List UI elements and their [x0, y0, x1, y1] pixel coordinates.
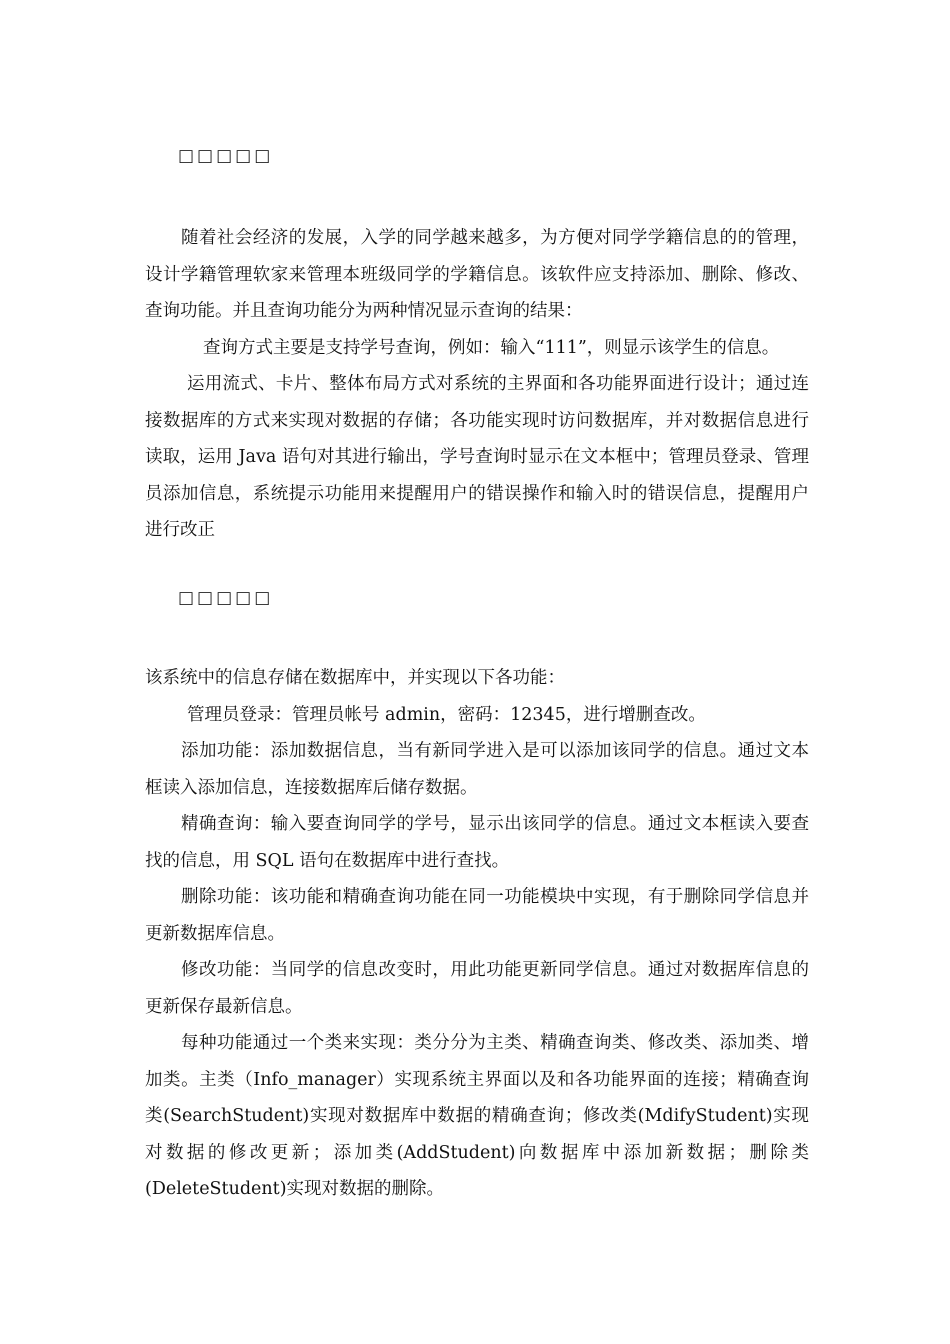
paragraph-delete-function: 删除功能：该功能和精确查询功能在同一功能模块中实现，有于删除同学信息并更新数据库信息。	[145, 887, 809, 944]
paragraph-exact-query: 精确查询：输入要查询同学的学号，显示出该同学的信息。通过文本框读入要查找的信息，用 SQL 语句在数据库中进行查找。	[145, 814, 809, 871]
section-heading-2: □□□□□	[178, 588, 274, 608]
section-heading-1: □□□□□	[178, 146, 274, 166]
paragraph-intro: 随着社会经济的发展，入学的同学越来越多，为方便对同学学籍信息的的管理，设计学籍管理软家来管理本班级同学的学籍信息。该软件应支持添加、删除、修改、查询功能。并且查询功能分为两种情况显示查询的结果：	[145, 228, 809, 321]
paragraph-query-method: 查询方式主要是支持学号查询，例如：输入“111”，则显示该学生的信息。	[203, 337, 780, 358]
paragraph-admin-login: 管理员登录：管理员帐号 admin，密码：12345，进行增删查改。	[187, 704, 706, 725]
paragraph-design: 运用流式、卡片、整体布局方式对系统的主界面和各功能界面进行设计；通过连接数据库的方式来实现对数据的存储；各功能实现时访问数据库，并对数据信息进行读取，运用 Java 语句对其进行输出，学号查询时显示在文本框中；管理员登录、管理员添加信息，系统提示功能用来提醒用户的错误操作和输入时的错误信息，提醒用户进行改正	[145, 374, 809, 540]
section-1-body	[145, 220, 809, 549]
paragraph-classes: 每种功能通过一个类来实现：类分分为主类、精确查询类、修改类、添加类、增加类。主类（Info_manager）实现系统主界面以及和各功能界面的连接；精确查询类(SearchStudent)实现对数据库中数据的精确查询；修改类(MdifyStudent)实现对数据的修改更新；添加类(AddStudent)向数据库中添加新数据；删除类(DeleteStudent)实现对数据的删除。	[145, 1033, 809, 1199]
paragraph-modify-function: 修改功能：当同学的信息改变时，用此功能更新同学信息。通过对数据库信息的更新保存最新信息。	[145, 960, 809, 1017]
section-2-body	[145, 660, 809, 1208]
paragraph-add-function: 添加功能：添加数据信息，当有新同学进入是可以添加该同学的信息。通过文本框读入添加信息，连接数据库后储存数据。	[145, 741, 809, 798]
paragraph-overview: 该系统中的信息存储在数据库中，并实现以下各功能：	[145, 668, 565, 688]
